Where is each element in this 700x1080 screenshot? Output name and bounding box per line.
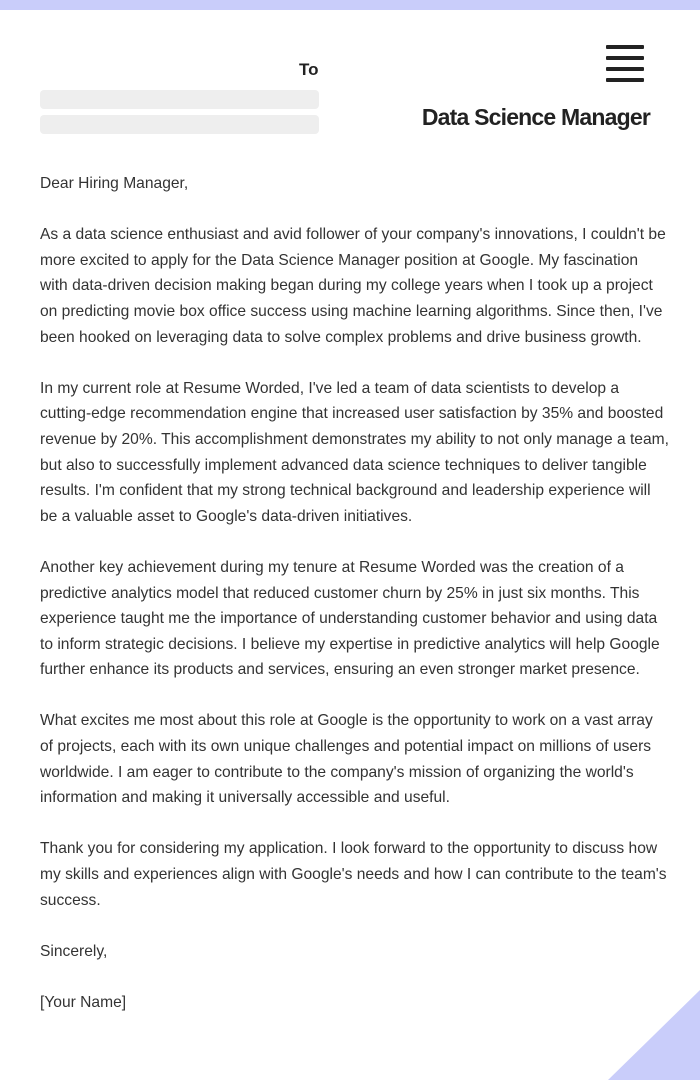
paragraph-3: Another key achievement during my tenure at Resume Worded was the creation of a predictive analytics model that reduced customer churn by 25% in just six months. This experience taught me the importance of understanding customer behavior and using data to inform strategic decisions. I believe my expertise in predictive analytics will help Google further enhance its products and services, ensuring an even stronger market presence. bbox=[40, 558, 660, 679]
paragraph-1: As a data science enthusiast and avid follower of your company's innovations, I couldn't be more excited to apply for the Data Science Manager position at Google. My fascination with data-driven decision making began during my college years when I took up a project on predicting movie box office success using machine learning algorithms. Since then, I've been hooked on leveraging data to solve complex problems and drive business growth. bbox=[40, 226, 666, 346]
paragraph-4: What excites me most about this role at Google is the opportunity to work on a vast array of projects, each with its own unique challenges and potential impact on millions of users worldwide. I am eager to contribute to the company's mission of organizing the world's information and making it universally accessible and useful. bbox=[40, 712, 653, 807]
hamburger-menu-icon[interactable] bbox=[606, 45, 644, 83]
salutation: Dear Hiring Manager, bbox=[40, 175, 189, 192]
recipient-address-line-1 bbox=[40, 90, 319, 109]
job-title: Data Science Manager bbox=[421, 104, 650, 130]
paragraph-2: In my current role at Resume Worded, I've led a team of data scientists to develop a cutting-edge recommendation engine that increased user satisfaction by 35% and boosted revenue by 20%. This accomplishment demonstrates my ability to not only manage a team, but also to successfully implement advanced data science techniques to deliver tangible results. I'm confident that my strong technical background and leadership experience will be a valuable asset to Google's data-driven initiatives. bbox=[40, 379, 669, 525]
menu-bar-2 bbox=[606, 56, 644, 60]
recipient-address-line-2 bbox=[40, 115, 319, 134]
paragraph-5: Thank you for considering my application. I look forward to the opportunity to discuss how my skills and experiences align with Google's needs and how I can contribute to the team's success. bbox=[40, 840, 667, 909]
letter-body bbox=[40, 171, 670, 1041]
menu-bar-1 bbox=[606, 45, 644, 49]
menu-bar-4 bbox=[606, 78, 644, 82]
to-label: To bbox=[299, 60, 319, 79]
closing: Sincerely, bbox=[40, 942, 108, 960]
menu-bar-3 bbox=[606, 67, 644, 71]
signature: [Your Name] bbox=[40, 994, 127, 1011]
